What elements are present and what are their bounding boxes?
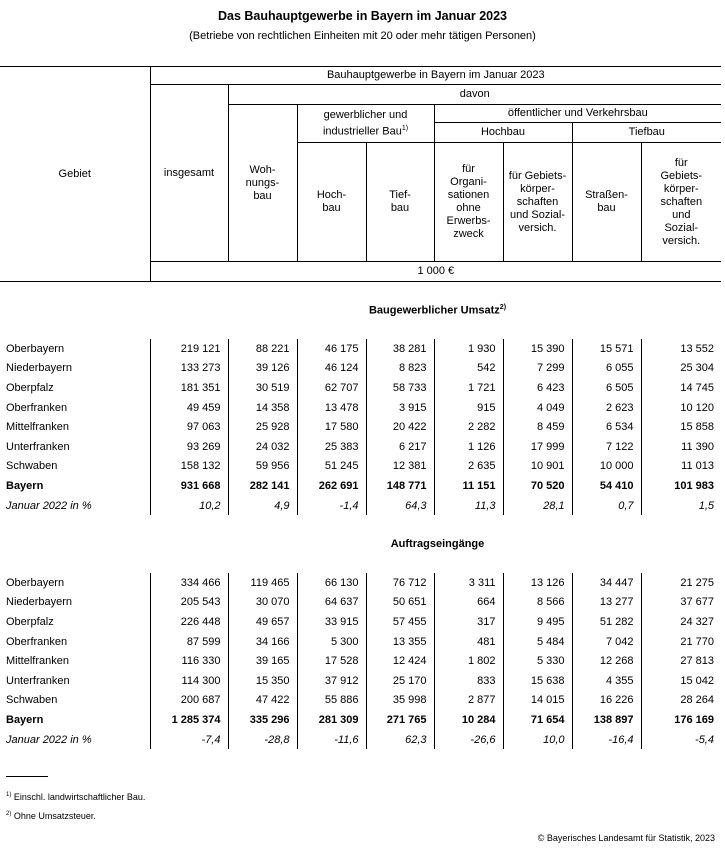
table-cell: 138 897: [572, 710, 641, 730]
table-cell: 7 122: [572, 437, 641, 457]
table-cell: 87 599: [150, 632, 228, 652]
table-cell: 20 422: [366, 417, 434, 437]
table-cell: 271 765: [366, 710, 434, 730]
table-cell: 9 495: [503, 612, 572, 632]
row-label: Schwaben: [6, 694, 58, 707]
table-row: [0, 691, 721, 711]
header-gewerblich: gewerblicher und industrieller Bau$^{1)}$: [297, 105, 434, 143]
table-row: [0, 339, 721, 359]
table-cell: 5 300: [297, 632, 366, 652]
table-cell: 8 823: [366, 359, 434, 379]
table-cell: -26,6: [434, 730, 503, 750]
table-cell: 4 355: [572, 671, 641, 691]
section-title-auftrag: Auftragseingänge: [390, 538, 485, 550]
table-cell: 116 330: [150, 651, 228, 671]
table-row: [0, 476, 721, 496]
table-cell: 119 465: [228, 573, 297, 593]
table-row: [0, 612, 721, 632]
table-cell: 542: [434, 359, 503, 379]
table-cell: 66 130: [297, 573, 366, 593]
table-cell: 30 519: [228, 378, 297, 398]
table-cell: 64 637: [297, 593, 366, 613]
header-gebiet: Gebiet: [0, 67, 150, 282]
table-row: [0, 632, 721, 652]
table-cell: 2 635: [434, 457, 503, 477]
table-cell: 24 327: [641, 612, 721, 632]
table-row: [0, 710, 721, 730]
table-cell: 39 126: [228, 359, 297, 379]
table-cell: 17 999: [503, 437, 572, 457]
table-cell: 57 455: [366, 612, 434, 632]
data-table-umsatz: [0, 339, 721, 515]
table-cell: 2 877: [434, 691, 503, 711]
table-cell: 62,3: [366, 730, 434, 750]
table-cell: 21 770: [641, 632, 721, 652]
page-title: Das Bauhauptgewerbe in Bayern im Januar 2023: [218, 9, 507, 23]
table-row: [0, 671, 721, 691]
header-oeffentlich: öffentlicher und Verkehrsbau: [434, 105, 721, 123]
row-label: Bayern: [6, 479, 44, 492]
table-cell: 114 300: [150, 671, 228, 691]
table-cell: 1 930: [434, 339, 503, 359]
table-cell: 15 858: [641, 417, 721, 437]
table-cell: 1,5: [641, 496, 721, 516]
table-cell: 49 657: [228, 612, 297, 632]
table-cell: 16 226: [572, 691, 641, 711]
header-unit: 1 000 €: [150, 262, 721, 282]
row-label: Januar 2022 in %: [6, 733, 92, 746]
table-cell: 50 651: [366, 593, 434, 613]
table-cell: 49 459: [150, 398, 228, 418]
table-cell: 25 928: [228, 417, 297, 437]
header-span-title: Bauhauptgewerbe in Bayern im Januar 2023: [150, 67, 721, 85]
header-insgesamt: insgesamt: [150, 85, 228, 262]
table-cell: 6 534: [572, 417, 641, 437]
table-cell: 2 282: [434, 417, 503, 437]
table-cell: 76 712: [366, 573, 434, 593]
table-cell: 33 915: [297, 612, 366, 632]
table-cell: 12 268: [572, 651, 641, 671]
row-label: Niederbayern: [6, 596, 73, 609]
footnote-marker: 1): [401, 124, 409, 132]
table-cell: 28 264: [641, 691, 721, 711]
table-cell: 51 282: [572, 612, 641, 632]
table-cell: 54 410: [572, 476, 641, 496]
table-row: [0, 730, 721, 750]
table-cell: -11,6: [297, 730, 366, 750]
table-cell: 51 245: [297, 457, 366, 477]
table-cell: 1 802: [434, 651, 503, 671]
table-cell: 3 915: [366, 398, 434, 418]
table-cell: 317: [434, 612, 503, 632]
table-row: [0, 573, 721, 593]
table-cell: 158 132: [150, 457, 228, 477]
header-hochbau: Hochbau: [434, 123, 572, 143]
table-cell: 55 886: [297, 691, 366, 711]
row-label: Schwaben: [6, 460, 58, 473]
table-cell: 28,1: [503, 496, 572, 516]
table-row: [0, 417, 721, 437]
table-cell: 7 299: [503, 359, 572, 379]
table-cell: 2 623: [572, 398, 641, 418]
header-gebietskoerper-hochbau: für Gebiets- körper- schaften und Sozial- versich.: [503, 143, 572, 262]
row-label: Oberpfalz: [6, 615, 54, 628]
row-label: Januar 2022 in %: [6, 499, 92, 512]
table-cell: 24 032: [228, 437, 297, 457]
table-cell: -5,4: [641, 730, 721, 750]
table-cell: 35 998: [366, 691, 434, 711]
table-cell: 15 042: [641, 671, 721, 691]
table-cell: 282 141: [228, 476, 297, 496]
footnote-marker: 2): [499, 304, 507, 311]
table-cell: 262 691: [297, 476, 366, 496]
table-cell: 176 169: [641, 710, 721, 730]
table-cell: 13 355: [366, 632, 434, 652]
header-organisationen: für Organi- sationen ohne Erwerbs- zweck: [434, 143, 503, 262]
table-cell: 281 309: [297, 710, 366, 730]
table-cell: 931 668: [150, 476, 228, 496]
table-cell: 481: [434, 632, 503, 652]
row-label: Bayern: [6, 713, 44, 726]
table-cell: 0,7: [572, 496, 641, 516]
table-row: [0, 437, 721, 457]
copyright: © Bayerisches Landesamt für Statistik, 2023: [537, 833, 715, 843]
table-cell: 21 275: [641, 573, 721, 593]
table-cell: 205 543: [150, 593, 228, 613]
table-cell: 1 285 374: [150, 710, 228, 730]
table-cell: 39 165: [228, 651, 297, 671]
table-cell: 5 484: [503, 632, 572, 652]
table-cell: 10 284: [434, 710, 503, 730]
table-cell: 15 571: [572, 339, 641, 359]
table-cell: 1 126: [434, 437, 503, 457]
table-cell: 25 170: [366, 671, 434, 691]
row-label: Oberbayern: [6, 576, 65, 589]
header-gebietskoerper-tiefbau: für Gebiets- körper- schaften und Sozial- versich.: [641, 143, 721, 262]
row-label: Oberbayern: [6, 342, 65, 355]
table-row: [0, 593, 721, 613]
header-hoch-bau: Hoch- bau: [297, 143, 366, 262]
table-cell: -7,4: [150, 730, 228, 750]
table-cell: 10 120: [641, 398, 721, 418]
table-cell: 70 520: [503, 476, 572, 496]
table-cell: 17 580: [297, 417, 366, 437]
table-cell: 10,0: [503, 730, 572, 750]
table-cell: 133 273: [150, 359, 228, 379]
table-cell: 13 277: [572, 593, 641, 613]
header-wohnungsbau: Woh- nungs- bau: [228, 105, 297, 262]
table-cell: 14 015: [503, 691, 572, 711]
table-cell: 5 330: [503, 651, 572, 671]
table-header: [0, 66, 721, 282]
table-cell: 915: [434, 398, 503, 418]
table-cell: 88 221: [228, 339, 297, 359]
row-label: Mittelfranken: [6, 655, 69, 668]
table-cell: 97 063: [150, 417, 228, 437]
table-cell: 6 423: [503, 378, 572, 398]
table-cell: 10 901: [503, 457, 572, 477]
header-strassenbau: Straßen- bau: [572, 143, 641, 262]
footnote-divider: [6, 776, 48, 777]
table-cell: 37 677: [641, 593, 721, 613]
table-cell: 93 269: [150, 437, 228, 457]
table-cell: 37 912: [297, 671, 366, 691]
table-cell: 13 126: [503, 573, 572, 593]
table-cell: 59 956: [228, 457, 297, 477]
row-label: Oberfranken: [6, 635, 68, 648]
footnote-1: $^{1)}$ Einschl. landwirtschaftlicher Bau.: [6, 792, 146, 802]
table-cell: 46 124: [297, 359, 366, 379]
row-label: Oberfranken: [6, 401, 68, 414]
table-cell: 10 000: [572, 457, 641, 477]
table-cell: 38 281: [366, 339, 434, 359]
row-label: Mittelfranken: [6, 421, 69, 434]
table-row: [0, 359, 721, 379]
table-cell: 10,2: [150, 496, 228, 516]
table-cell: 11,3: [434, 496, 503, 516]
table-cell: 181 351: [150, 378, 228, 398]
table-cell: 11 151: [434, 476, 503, 496]
table-cell: 25 304: [641, 359, 721, 379]
table-cell: -16,4: [572, 730, 641, 750]
table-cell: 25 383: [297, 437, 366, 457]
table-cell: 11 013: [641, 457, 721, 477]
table-cell: 13 478: [297, 398, 366, 418]
table-cell: 58 733: [366, 378, 434, 398]
page-subtitle: (Betriebe von rechtlichen Einheiten mit 20 oder mehr tätigen Personen): [189, 30, 536, 42]
table-cell: 3 311: [434, 573, 503, 593]
table-cell: 47 422: [228, 691, 297, 711]
table-cell: 12 424: [366, 651, 434, 671]
table-cell: 8 459: [503, 417, 572, 437]
table-cell: 15 390: [503, 339, 572, 359]
table-cell: 17 528: [297, 651, 366, 671]
table-row: [0, 398, 721, 418]
row-label: Unterfranken: [6, 440, 70, 453]
row-label: Unterfranken: [6, 674, 70, 687]
table-cell: -1,4: [297, 496, 366, 516]
row-label: Niederbayern: [6, 362, 73, 375]
table-cell: 1 721: [434, 378, 503, 398]
table-cell: 334 466: [150, 573, 228, 593]
table-cell: 101 983: [641, 476, 721, 496]
table-cell: 12 381: [366, 457, 434, 477]
table-cell: 27 813: [641, 651, 721, 671]
table-cell: -28,8: [228, 730, 297, 750]
table-cell: 6 055: [572, 359, 641, 379]
header-tiefbau: Tiefbau: [572, 123, 721, 143]
table-cell: 15 350: [228, 671, 297, 691]
data-table-auftrag: [0, 573, 721, 749]
table-cell: 200 687: [150, 691, 228, 711]
table-cell: 226 448: [150, 612, 228, 632]
header-tief-bau: Tief- bau: [366, 143, 434, 262]
table-cell: 14 745: [641, 378, 721, 398]
table-cell: 6 505: [572, 378, 641, 398]
table-cell: 664: [434, 593, 503, 613]
table-cell: 62 707: [297, 378, 366, 398]
table-cell: 148 771: [366, 476, 434, 496]
section-title-umsatz: Baugewerblicher Umsatz$^{2)}$: [368, 304, 507, 317]
table-cell: 219 121: [150, 339, 228, 359]
table-cell: 14 358: [228, 398, 297, 418]
table-row: [0, 378, 721, 398]
table-cell: 7 042: [572, 632, 641, 652]
table-cell: 46 175: [297, 339, 366, 359]
footnote-2: $^{2)}$ Ohne Umsatzsteuer.: [6, 811, 96, 821]
table-cell: 335 296: [228, 710, 297, 730]
table-cell: 15 638: [503, 671, 572, 691]
table-cell: 6 217: [366, 437, 434, 457]
table-row: [0, 496, 721, 516]
table-cell: 64,3: [366, 496, 434, 516]
table-cell: 34 166: [228, 632, 297, 652]
table-cell: 34 447: [572, 573, 641, 593]
table-cell: 4 049: [503, 398, 572, 418]
table-cell: 30 070: [228, 593, 297, 613]
table-cell: 11 390: [641, 437, 721, 457]
table-row: [0, 651, 721, 671]
table-cell: 8 566: [503, 593, 572, 613]
table-cell: 13 552: [641, 339, 721, 359]
row-label: Oberpfalz: [6, 381, 54, 394]
header-davon: davon: [228, 85, 721, 105]
table-cell: 833: [434, 671, 503, 691]
table-cell: 71 654: [503, 710, 572, 730]
table-cell: 4,9: [228, 496, 297, 516]
table-row: [0, 457, 721, 477]
